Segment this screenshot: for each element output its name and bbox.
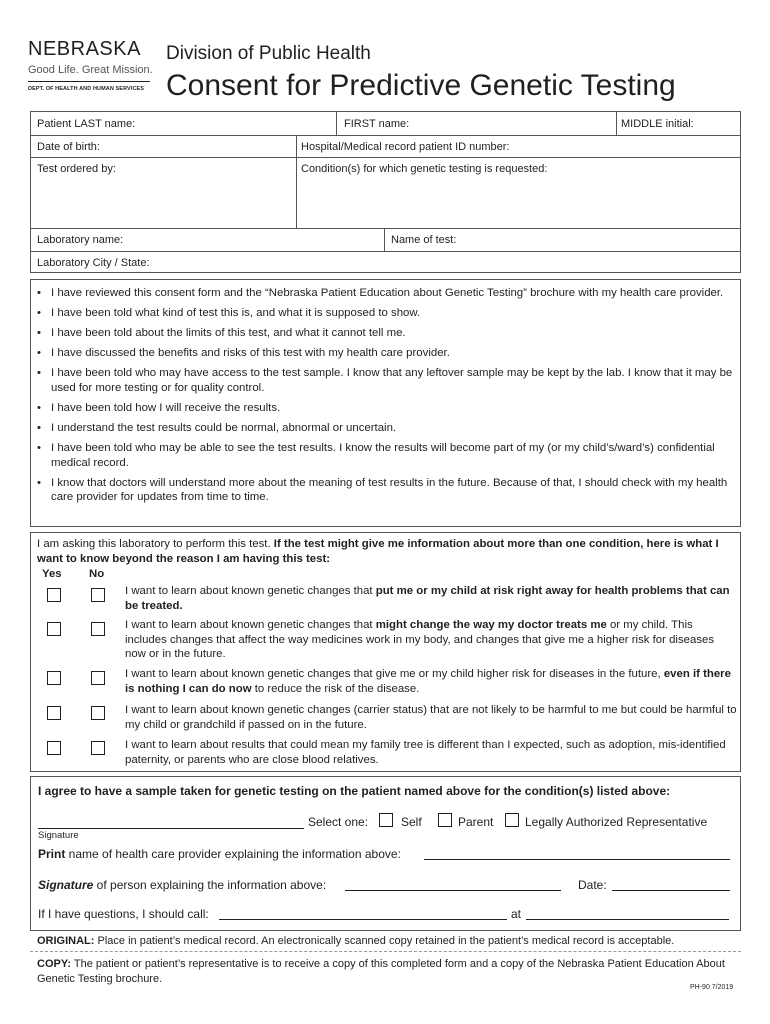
choice-5-text: I want to learn about results that could mean my family tree is different than I expected, such as adoption, mis-identified paternity, or parents who are close blood relatives. [125,739,726,766]
list-item: • I have been told about the limits of this test, and what it cannot tell me. [37,327,406,340]
acknowledgement-list [30,279,741,527]
middle-initial-field[interactable]: MIDDLE initial: [621,118,694,130]
parent-checkbox[interactable] [438,813,452,827]
choice-5-yes-checkbox[interactable] [47,741,61,755]
choice-2-no-checkbox[interactable] [91,622,105,636]
conditions-field[interactable]: Condition(s) for which genetic testing is requested: [301,163,548,175]
division-heading: Division of Public Health [166,43,371,64]
list-item: • I have been told what kind of test this is, and what it is supposed to show. [37,307,421,320]
questions-contact-line[interactable] [219,919,507,920]
parent-label: Parent [458,815,494,829]
choice-1-yes-checkbox[interactable] [47,588,61,602]
no-column-header: No [89,568,105,580]
copy-instruction: COPY: The patient or patient’s representative is to receive a copy of this completed form and a copy of the Nebraska Patient Education About Genetic Testing brochure. [37,958,725,985]
choice-3-text: I want to learn about known genetic changes that give me or my child higher risk for diseases in the future, even if there is nothing I can do now to reduce the risk of the disease. [125,668,731,695]
choice-3-no-checkbox[interactable] [91,671,105,685]
first-name-field[interactable]: FIRST name: [344,118,410,130]
agreement-statement: I agree to have a sample taken for genetic testing on the patient named above for the condition(s) listed above: [38,784,671,798]
patient-info-table [30,111,741,273]
lar-checkbox[interactable] [505,813,519,827]
additional-findings-section [30,532,741,772]
choice-5-no-checkbox[interactable] [91,741,105,755]
lar-label: Legally Authorized Representative [525,815,708,829]
choice-3-yes-checkbox[interactable] [47,671,61,685]
logo-wordmark: NEBRASKA [28,38,141,60]
signature-caption: Signature [38,830,79,841]
footer-divider [30,951,741,952]
logo-department: DEPT. OF HEALTH AND HUMAN SERVICES [28,86,145,92]
last-name-field[interactable]: Patient LAST name: [37,118,136,130]
patient-signature-line[interactable] [38,828,304,829]
choice-1-text: I want to learn about known genetic changes that put me or my child at risk right away for health problems that can be treated. [125,585,730,612]
choice-2-text: I want to learn about known genetic changes that might change the way my doctor treats me or my child. This includes changes that affect the way medicines work in my body, and changes that give me a higher risk for diseases now or in the future. [125,619,715,660]
record-id-field[interactable]: Hospital/Medical record patient ID number: [301,141,510,153]
list-item: • I know that doctors will understand more about the meaning of test results in the future. Because of that, I should check with my health care provider for updates from time to time. [37,476,728,504]
logo-tagline: Good Life. Great Mission. [28,64,153,76]
test-ordered-by-field[interactable]: Test ordered by: [37,163,116,175]
yes-column-header: Yes [42,568,62,580]
at-label: at [511,907,522,921]
dob-field[interactable]: Date of birth: [37,141,100,153]
lab-name-field[interactable]: Laboratory name: [37,234,124,246]
logo-divider [28,81,150,82]
date-label: Date: [578,878,607,892]
choice-4-yes-checkbox[interactable] [47,706,61,720]
lab-city-state-field[interactable]: Laboratory City / State: [37,257,150,269]
list-item: • I understand the test results could be normal, abnormal or uncertain. [37,422,397,435]
provider-name-line[interactable] [424,859,730,860]
form-id: PH-90 7/2019 [690,984,734,991]
choice-4-text: I want to learn about known genetic changes (carrier status) that are not likely to be harmful to me but could be harmful to my child or grandchild if passed on in the future. [125,704,737,731]
choice-1-no-checkbox[interactable] [91,588,105,602]
explainer-signature-label: Signature of person explaining the information above: [38,878,327,892]
date-line[interactable] [612,890,730,891]
explainer-signature-line[interactable] [345,890,561,891]
choice-4-no-checkbox[interactable] [91,706,105,720]
select-one-label: Select one: [308,815,369,829]
list-item: • I have been told who may be able to see the test results. I know the results will become part of my (or my child’s/ward’s) confidential medical record. [37,442,715,469]
list-item: • I have been told how I will receive the results. [37,401,281,414]
list-item: • I have been told who may have access to the test sample. I know that any leftover sample may be kept by the lab. I know that it may be used for more testing or for quality control. [37,367,733,394]
questions-phone-line[interactable] [526,919,729,920]
list-item: • I have discussed the benefits and risks of this test with my health care provider. [37,347,450,360]
choice-2-yes-checkbox[interactable] [47,622,61,636]
choices-intro: I am asking this laboratory to perform this test. If the test might give me information about more than one condition, here is what I want to know beyond the reason I am having this test: [37,538,719,565]
print-name-label: Print name of health care provider explaining the information above: [38,847,401,861]
self-label: Self [401,815,422,829]
test-name-field[interactable]: Name of test: [391,234,457,246]
agreement-section [30,776,741,931]
list-item: • I have reviewed this consent form and the “Nebraska Patient Education about Genetic Testing” brochure with my health care provider. [37,287,724,299]
original-instruction: ORIGINAL: Place in patient’s medical record. An electronically scanned copy retained in the patient’s medical record is acceptable. [37,935,675,947]
form-title: Consent for Predictive Genetic Testing [166,69,676,102]
self-checkbox[interactable] [379,813,393,827]
questions-label: If I have questions, I should call: [38,907,209,921]
